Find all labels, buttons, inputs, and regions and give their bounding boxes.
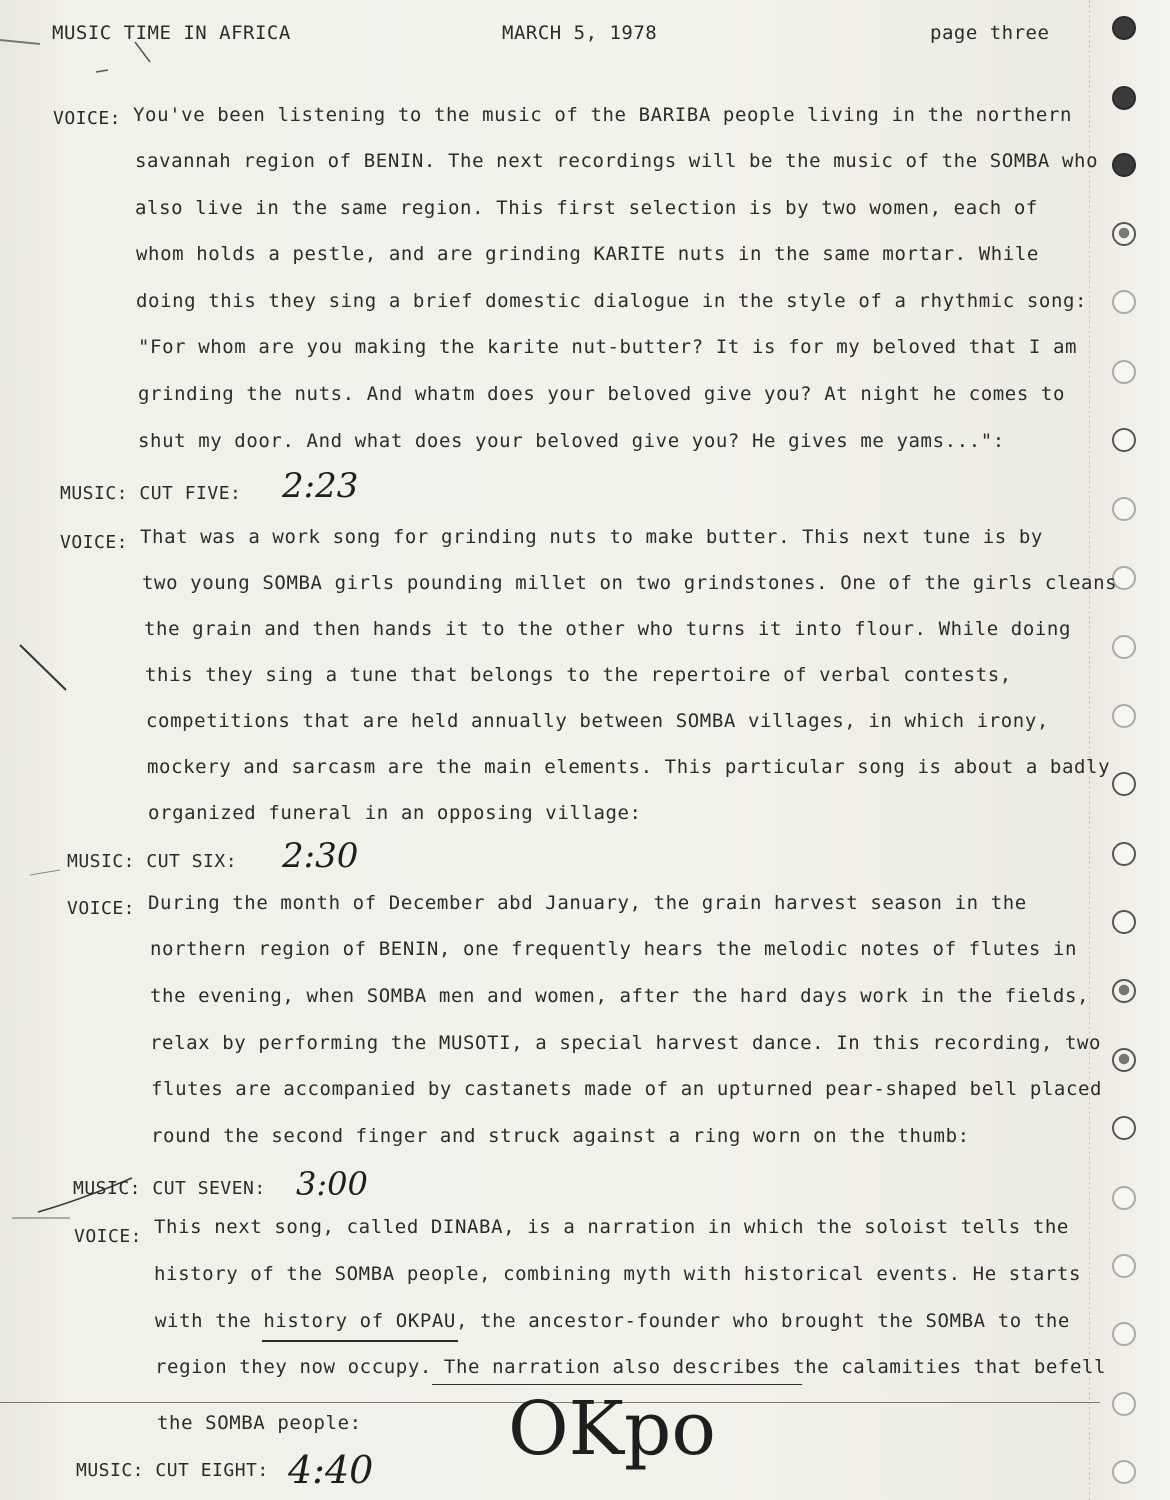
script-line: the evening, when SOMBA men and women, after the hard days work in the fields,: [150, 985, 1090, 1007]
script-line: That was a work song for grinding nuts to make butter. This next tune is by: [140, 526, 1043, 548]
script-line: also live in the same region. This first selection is by two women, each of: [135, 197, 1038, 219]
script-line: region they now occupy. The narration also describes the calamities that befell: [155, 1356, 1107, 1378]
broadcast-date: MARCH 5, 1978: [502, 22, 658, 44]
music-cue-label: MUSIC: CUT SEVEN:: [73, 1178, 266, 1199]
voice-label: VOICE:: [60, 532, 129, 553]
script-line: savannah region of BENIN. The next recordings will be the music of the SOMBA who: [135, 150, 1099, 172]
script-line: flutes are accompanied by castanets made of an upturned pear-shaped bell placed: [151, 1078, 1103, 1100]
handwritten-duration: 2:30: [282, 836, 359, 876]
script-line: shut my door. And what does your beloved give you? He gives me yams...":: [138, 430, 1005, 452]
script-line: the grain and then hands it to the other who turns it into flour. While doing: [144, 618, 1071, 640]
script-line: history of the SOMBA people, combining myth with historical events. He starts: [154, 1263, 1081, 1285]
voice-label: VOICE:: [53, 108, 122, 129]
script-line: doing this they sing a brief domestic dialogue in the style of a rhythmic song:: [136, 290, 1088, 312]
script-line: northern region of BENIN, one frequently hears the melodic notes of flutes in: [150, 938, 1077, 960]
script-line: mockery and sarcasm are the main elements. This particular song is about a badly: [147, 756, 1111, 778]
handwritten-duration: 4:40: [288, 1448, 374, 1492]
music-cue-label: MUSIC: CUT SIX:: [67, 851, 238, 872]
handwritten-duration: 3:00: [296, 1165, 368, 1203]
handwritten-annotation: OKpo: [508, 1386, 716, 1472]
script-line: with the history of OKPAU, the ancestor-founder who brought the SOMBA to the: [155, 1310, 1070, 1332]
script-line: this they sing a tune that belongs to the repertoire of verbal contests,: [145, 664, 1012, 686]
script-line: This next song, called DINABA, is a narration in which the soloist tells the: [154, 1216, 1069, 1238]
voice-label: VOICE:: [74, 1226, 143, 1247]
script-line: whom holds a pestle, and are grinding KARITE nuts in the same mortar. While: [136, 243, 1039, 265]
page-number: page three: [930, 22, 1050, 44]
script-line: two young SOMBA girls pounding millet on two grindstones. One of the girls cleans: [142, 572, 1118, 594]
handwritten-underline: [432, 1384, 802, 1385]
program-title: MUSIC TIME IN AFRICA: [52, 22, 291, 44]
script-line: round the second finger and struck against a ring worn on the thumb:: [151, 1125, 970, 1147]
script-line: competitions that are held annually between SOMBA villages, in which irony,: [146, 710, 1049, 732]
handwritten-underline: [262, 1340, 458, 1342]
voice-label: VOICE:: [67, 898, 136, 919]
script-line: relax by performing the MUSOTI, a special harvest dance. In this recording, two: [150, 1032, 1102, 1054]
script-line: the SOMBA people:: [157, 1412, 362, 1434]
script-line: "For whom are you making the karite nut-butter? It is for my beloved that I am: [138, 336, 1078, 358]
script-line: You've been listening to the music of the BARIBA people living in the northern: [133, 104, 1073, 126]
script-line: organized funeral in an opposing village:: [148, 802, 642, 824]
script-line: grinding the nuts. And whatm does your beloved give you? At night he comes to: [138, 383, 1065, 405]
music-cue-label: MUSIC: CUT FIVE:: [60, 483, 242, 504]
script-line: During the month of December abd January, the grain harvest season in the: [148, 892, 1027, 914]
music-cue-label: MUSIC: CUT EIGHT:: [76, 1460, 269, 1481]
handwritten-duration: 2:23: [282, 466, 359, 506]
